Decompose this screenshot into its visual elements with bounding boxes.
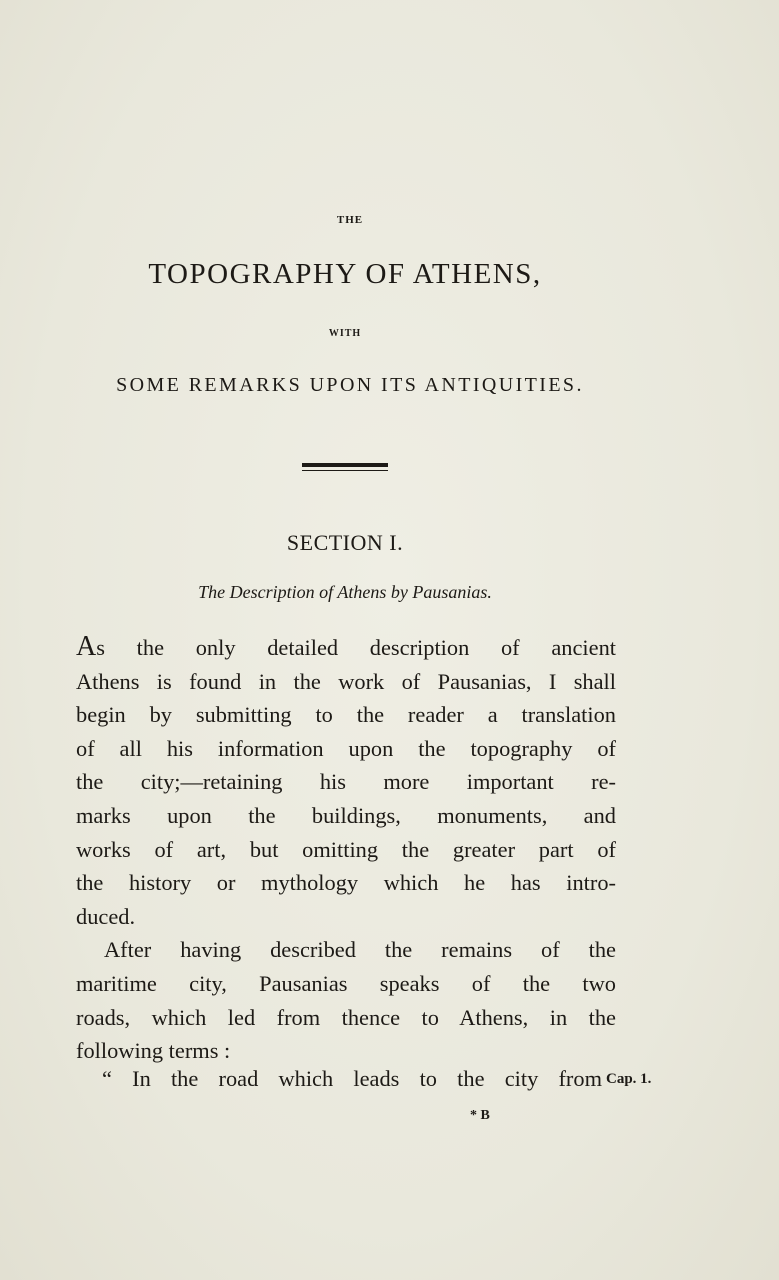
paragraph-line: duced.: [76, 903, 136, 929]
title-the: THE: [336, 214, 364, 226]
page-title: TOPOGRAPHY OF ATHENS,: [148, 258, 542, 290]
drop-cap: A: [76, 631, 97, 662]
paragraph-line: After having described the remains of the: [104, 937, 616, 963]
paragraph-line: works of art, but omitting the greater part of: [76, 836, 616, 862]
decorative-rule: [302, 463, 388, 472]
paragraph-line: roads, which led from thence to Athens, in the: [76, 1004, 616, 1030]
paragraph-line: the city;—retaining his more important re-: [76, 769, 616, 795]
body-text: [76, 630, 616, 1068]
page-subtitle: SOME REMARKS UPON ITS ANTIQUITIES.: [116, 374, 584, 396]
paragraph-line: [76, 630, 616, 665]
paragraph-line: Athens is found in the work of Pausanias, I shall: [76, 668, 616, 694]
rule-thick-line: [302, 463, 388, 467]
rule-thin-line: [302, 470, 388, 471]
paragraph-line: begin by submitting to the reader a translation: [76, 702, 616, 728]
section-subtitle: The Description of Athens by Pausanias.: [198, 582, 492, 602]
section-heading: SECTION I.: [286, 530, 404, 555]
paragraph-line: of all his information upon the topography of: [76, 735, 616, 761]
paragraph-line: marks upon the buildings, monuments, and: [76, 802, 616, 828]
title-with: WITH: [328, 328, 362, 339]
margin-note: Cap. 1.: [606, 1071, 652, 1087]
paragraph-line: maritime city, Pausanias speaks of the two: [76, 970, 616, 996]
paragraph-line: the history or mythology which he has intro-: [76, 870, 616, 896]
signature-mark: * B: [470, 1108, 490, 1123]
paragraph-line: following terms :: [76, 1038, 231, 1064]
paragraph-line-text: s the only detailed description of ancient: [96, 635, 616, 660]
quote-line: “ In the road which leads to the city from: [102, 1066, 602, 1091]
